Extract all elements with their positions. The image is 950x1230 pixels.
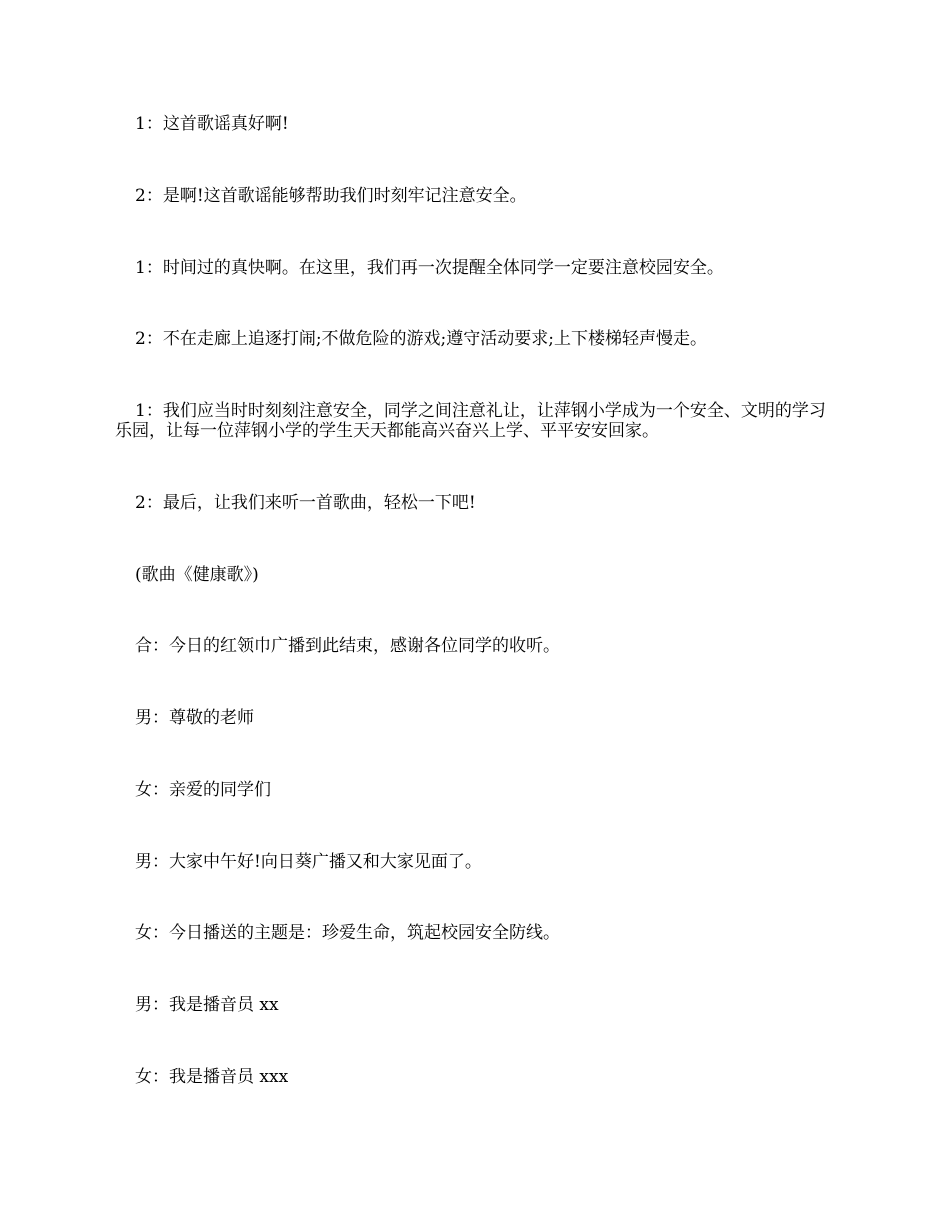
paragraph-1: 1：这首歌谣真好啊!: [135, 114, 289, 134]
paragraph-9: 男：尊敬的老师: [135, 708, 254, 728]
paragraph-13: 男：我是播音员 xx: [135, 995, 279, 1015]
paragraph-14: 女：我是播音员 xxx: [135, 1067, 289, 1087]
paragraph-12: 女：今日播送的主题是：珍爱生命，筑起校园安全防线。: [135, 923, 560, 943]
paragraph-7: (歌曲《健康歌》): [135, 565, 259, 585]
paragraph-8: 合：今日的红领巾广播到此结束，感谢各位同学的收听。: [135, 636, 560, 656]
paragraph-2: 2：是啊!这首歌谣能够帮助我们时刻牢记注意安全。: [135, 186, 527, 206]
paragraph-3: 1：时间过的真快啊。在这里，我们再一次提醒全体同学一定要注意校园安全。: [135, 258, 724, 278]
paragraph-5: 1：我们应当时时刻刻注意安全，同学之间注意礼让，让萍钢小学成为一个安全、文明的学习乐园，让每一位萍钢小学的学生天天都能高兴奋兴上学、平平安安回家。: [115, 401, 826, 441]
paragraph-10: 女：亲爱的同学们: [135, 780, 271, 800]
paragraph-6: 2：最后，让我们来听一首歌曲，轻松一下吧!: [135, 493, 476, 513]
paragraph-11: 男：大家中午好!向日葵广播又和大家见面了。: [135, 852, 482, 872]
paragraph-4: 2：不在走廊上追逐打闹;不做危险的游戏;遵守活动要求;上下楼梯轻声慢走。: [135, 329, 707, 349]
